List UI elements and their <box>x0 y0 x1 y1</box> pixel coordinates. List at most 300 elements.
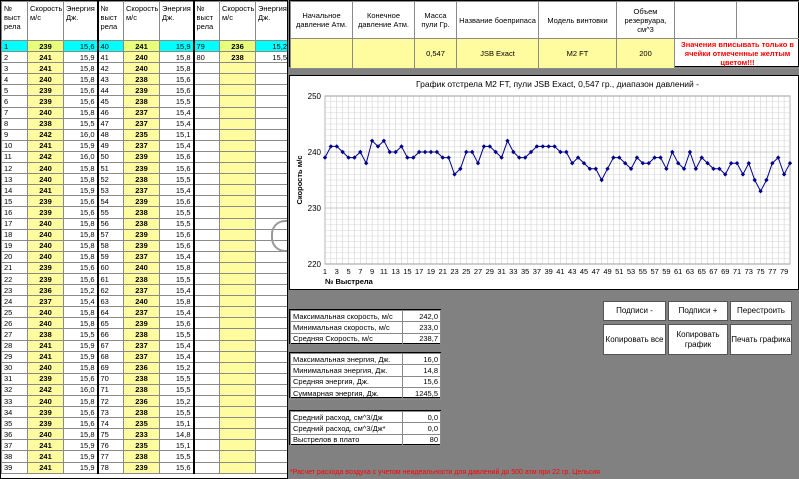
energy-cell <box>256 74 289 85</box>
velocity-input-cell[interactable]: 238 <box>124 407 160 418</box>
energy-cell: 15,9 <box>64 52 98 63</box>
shots-col-header: № выст рела <box>2 2 28 41</box>
energy-cell: 15,8 <box>64 396 98 407</box>
parameter-header: Начальное давление Атм. <box>291 2 353 39</box>
energy-cell <box>256 129 289 140</box>
energy-cell: 15,5 <box>160 273 194 284</box>
labels-minus-button[interactable]: Подписи - <box>603 301 666 321</box>
y-tick-label: 250 <box>307 92 321 101</box>
parameters-header-row <box>291 2 799 39</box>
x-tick-label: 41 <box>556 267 565 276</box>
shot-number-cell: 69 <box>98 362 124 373</box>
velocity-input-cell[interactable] <box>220 307 256 318</box>
velocity-input-cell[interactable] <box>220 140 256 151</box>
velocity-input-cell[interactable]: 241 <box>28 440 64 451</box>
chart-title: График отстрела M2 FT, пули JSB Exact, 0,547 гр., диапазон давлений - <box>416 79 699 89</box>
velocity-input-cell[interactable] <box>220 384 256 395</box>
pellet-mass-field[interactable]: 0,547 <box>415 39 457 69</box>
shot-row <box>2 140 289 151</box>
shot-number-cell <box>194 96 220 107</box>
energy-stats <box>289 352 441 398</box>
velocity-input-cell[interactable] <box>220 229 256 240</box>
x-tick-label: 29 <box>485 267 494 276</box>
velocity-input-cell[interactable]: 241 <box>28 140 64 151</box>
velocity-input-cell[interactable] <box>220 129 256 140</box>
velocity-input-cell[interactable]: 238 <box>124 384 160 395</box>
velocity-input-cell[interactable] <box>220 296 256 307</box>
rifle-model-field[interactable]: M2 FT <box>539 39 617 69</box>
velocity-input-cell[interactable] <box>220 451 256 462</box>
velocity-input-cell[interactable]: 241 <box>28 52 64 63</box>
energy-cell <box>256 351 289 362</box>
velocity-input-cell[interactable] <box>220 107 256 118</box>
energy-cell: 15,8 <box>160 262 194 273</box>
shot-number-cell: 3 <box>2 63 28 74</box>
shot-number-cell: 8 <box>2 118 28 129</box>
velocity-input-cell[interactable] <box>220 174 256 185</box>
velocity-input-cell[interactable]: 238 <box>124 174 160 185</box>
parameter-header: Модель винтовки <box>539 2 617 39</box>
energy-cell <box>256 440 289 451</box>
shot-number-cell: 45 <box>98 96 124 107</box>
velocity-input-cell[interactable]: 238 <box>124 207 160 218</box>
energy-cell <box>256 384 289 395</box>
energy-cell <box>256 63 289 74</box>
velocity-input-cell[interactable]: 239 <box>124 318 160 329</box>
shot-number-cell <box>194 462 220 473</box>
energy-cell <box>256 96 289 107</box>
velocity-input-cell[interactable]: 242 <box>28 151 64 162</box>
shot-number-cell: 55 <box>98 207 124 218</box>
velocity-input-cell[interactable]: 239 <box>28 373 64 384</box>
velocity-input-cell[interactable]: 239 <box>28 196 64 207</box>
energy-cell <box>256 373 289 384</box>
velocity-input-cell[interactable] <box>220 118 256 129</box>
energy-cell: 15,6 <box>160 74 194 85</box>
shot-row <box>2 429 289 440</box>
velocity-input-cell[interactable]: 239 <box>28 41 64 52</box>
x-tick-label: 53 <box>626 267 636 276</box>
velocity-input-cell[interactable] <box>220 285 256 296</box>
shot-number-cell: 24 <box>2 296 28 307</box>
velocity-input-cell[interactable]: 237 <box>124 118 160 129</box>
energy-cell: 15,5 <box>64 118 98 129</box>
velocity-input-cell[interactable]: 240 <box>124 296 160 307</box>
x-tick-label: 57 <box>650 267 659 276</box>
x-tick-label: 49 <box>603 267 612 276</box>
shot-number-cell: 80 <box>194 52 220 63</box>
velocity-input-cell[interactable]: 237 <box>124 351 160 362</box>
velocity-input-cell[interactable]: 237 <box>124 140 160 151</box>
shot-row <box>2 96 289 107</box>
shot-number-cell: 25 <box>2 307 28 318</box>
shot-number-cell: 71 <box>98 384 124 395</box>
ammo-name-field[interactable]: JSB Exact <box>457 39 539 69</box>
velocity-input-cell[interactable] <box>220 163 256 174</box>
energy-cell <box>256 196 289 207</box>
velocity-input-cell[interactable]: 240 <box>28 429 64 440</box>
shot-number-cell <box>194 285 220 296</box>
energy-cell: 15,5 <box>160 384 194 395</box>
energy-cell: 15,9 <box>64 140 98 151</box>
x-tick-label: 51 <box>615 267 624 276</box>
energy-cell <box>256 340 289 351</box>
velocity-input-cell[interactable]: 241 <box>28 185 64 196</box>
energy-cell <box>256 429 289 440</box>
shot-number-cell: 34 <box>2 407 28 418</box>
shot-row <box>2 462 289 473</box>
shot-number-cell: 60 <box>98 262 124 273</box>
velocity-input-cell[interactable]: 239 <box>28 407 64 418</box>
shot-number-cell <box>194 229 220 240</box>
velocity-input-cell[interactable] <box>220 373 256 384</box>
parameters-table <box>290 1 799 69</box>
copy-chart-button[interactable]: Копировать график <box>668 324 728 355</box>
energy-cell: 15,5 <box>160 207 194 218</box>
shot-number-cell <box>194 451 220 462</box>
energy-cell: 15,6 <box>160 240 194 251</box>
rebuild-button[interactable]: Перестроить <box>730 301 792 321</box>
energy-cell: 16,0 <box>64 151 98 162</box>
velocity-input-cell[interactable]: 235 <box>124 440 160 451</box>
velocity-input-cell[interactable]: 240 <box>28 251 64 262</box>
energy-cell: 14,8 <box>160 429 194 440</box>
shot-number-cell: 5 <box>2 85 28 96</box>
stat-label: Суммарная энергия, Дж. <box>291 388 403 399</box>
print-chart-button[interactable]: Печать графика <box>730 324 792 355</box>
y-axis-label: Скорость м/с <box>295 155 304 205</box>
x-tick-label: 63 <box>685 267 695 276</box>
velocity-input-cell[interactable] <box>220 418 256 429</box>
velocity-input-cell[interactable]: 240 <box>124 52 160 63</box>
velocity-input-cell[interactable]: 238 <box>124 273 160 284</box>
velocity-input-cell[interactable]: 236 <box>220 41 256 52</box>
energy-cell: 15,6 <box>64 273 98 284</box>
shots-col-header: № выст рела <box>98 2 124 41</box>
velocity-input-cell[interactable]: 240 <box>28 240 64 251</box>
velocity-input-cell[interactable] <box>220 396 256 407</box>
shot-number-cell: 65 <box>98 318 124 329</box>
velocity-input-cell[interactable] <box>220 218 256 229</box>
energy-cell: 15,4 <box>160 285 194 296</box>
velocity-input-cell[interactable]: 239 <box>28 85 64 96</box>
energy-cell <box>256 396 289 407</box>
energy-cell: 15,2 <box>256 41 289 52</box>
energy-cell: 15,8 <box>64 240 98 251</box>
velocity-chart[interactable] <box>289 75 799 290</box>
velocity-input-cell[interactable]: 240 <box>28 163 64 174</box>
velocity-input-cell[interactable]: 240 <box>28 218 64 229</box>
velocity-input-cell[interactable]: 238 <box>124 373 160 384</box>
velocity-input-cell[interactable] <box>220 207 256 218</box>
velocity-input-cell[interactable]: 239 <box>124 85 160 96</box>
velocity-input-cell[interactable] <box>220 74 256 85</box>
velocity-input-cell[interactable]: 237 <box>124 307 160 318</box>
shots-col-header: Энергия Дж. <box>256 2 289 41</box>
shot-number-cell: 13 <box>2 174 28 185</box>
x-tick-label: 61 <box>673 267 683 276</box>
shot-number-cell: 33 <box>2 396 28 407</box>
stat-value: 238,7 <box>403 333 441 344</box>
velocity-input-cell[interactable]: 237 <box>124 285 160 296</box>
x-tick-label: 79 <box>779 267 789 276</box>
shot-row <box>2 296 289 307</box>
tank-volume-field[interactable]: 200 <box>617 39 675 69</box>
stat-row <box>291 388 441 399</box>
velocity-input-cell[interactable]: 239 <box>124 229 160 240</box>
shot-row <box>2 318 289 329</box>
x-axis-label: № Выстрела <box>325 277 373 286</box>
velocity-input-cell[interactable]: 239 <box>124 462 160 473</box>
stat-value: 242,0 <box>403 311 441 322</box>
stat-label: Выстрелов в плато <box>291 434 403 445</box>
shot-number-cell: 64 <box>98 307 124 318</box>
x-tick-label: 65 <box>697 267 706 276</box>
velocity-input-cell[interactable]: 239 <box>28 418 64 429</box>
shot-number-cell: 22 <box>2 273 28 284</box>
velocity-input-cell[interactable]: 241 <box>28 63 64 74</box>
energy-cell: 15,9 <box>64 340 98 351</box>
shot-number-cell: 66 <box>98 329 124 340</box>
shot-row <box>2 384 289 395</box>
shot-number-cell <box>194 85 220 96</box>
energy-cell: 16,0 <box>64 384 98 395</box>
velocity-input-cell[interactable]: 240 <box>28 307 64 318</box>
energy-cell: 16,0 <box>64 129 98 140</box>
y-tick-label: 230 <box>307 204 321 213</box>
velocity-input-cell[interactable] <box>220 251 256 262</box>
start-pressure-field[interactable] <box>291 39 353 69</box>
shot-number-cell: 57 <box>98 229 124 240</box>
stat-value: 0,0 <box>403 423 441 434</box>
velocity-input-cell[interactable]: 241 <box>28 351 64 362</box>
velocity-input-cell[interactable]: 236 <box>28 285 64 296</box>
shot-row <box>2 340 289 351</box>
energy-cell: 15,8 <box>160 296 194 307</box>
shot-number-cell: 50 <box>98 151 124 162</box>
shot-number-cell: 10 <box>2 140 28 151</box>
velocity-input-cell[interactable]: 242 <box>28 384 64 395</box>
velocity-input-cell[interactable]: 239 <box>28 96 64 107</box>
velocity-input-cell[interactable]: 239 <box>28 273 64 284</box>
energy-cell: 15,1 <box>160 418 194 429</box>
shot-number-cell <box>194 296 220 307</box>
shot-number-cell <box>194 74 220 85</box>
shot-number-cell: 78 <box>98 462 124 473</box>
velocity-input-cell[interactable]: 241 <box>124 41 160 52</box>
shot-number-cell: 61 <box>98 273 124 284</box>
stat-label: Максимальная энергия, Дж. <box>291 354 403 365</box>
velocity-input-cell[interactable]: 237 <box>124 107 160 118</box>
shot-number-cell <box>194 373 220 384</box>
velocity-input-cell[interactable]: 241 <box>28 340 64 351</box>
velocity-input-cell[interactable]: 237 <box>28 296 64 307</box>
shot-number-cell: 62 <box>98 285 124 296</box>
velocity-input-cell[interactable] <box>220 407 256 418</box>
velocity-input-cell[interactable]: 240 <box>28 396 64 407</box>
stat-value: 80 <box>403 434 441 445</box>
velocity-input-cell[interactable] <box>220 440 256 451</box>
shot-number-cell: 12 <box>2 163 28 174</box>
energy-cell: 15,4 <box>160 107 194 118</box>
velocity-input-cell[interactable] <box>220 340 256 351</box>
x-tick-label: 19 <box>426 267 436 276</box>
energy-cell <box>256 185 289 196</box>
velocity-input-cell[interactable] <box>220 429 256 440</box>
velocity-input-cell[interactable]: 238 <box>28 329 64 340</box>
energy-cell: 15,6 <box>64 407 98 418</box>
velocity-input-cell[interactable] <box>220 151 256 162</box>
velocity-input-cell[interactable]: 235 <box>124 129 160 140</box>
velocity-input-cell[interactable]: 241 <box>28 462 64 473</box>
velocity-input-cell[interactable]: 233 <box>124 429 160 440</box>
shot-row <box>2 273 289 284</box>
velocity-input-cell[interactable]: 239 <box>28 262 64 273</box>
energy-cell <box>256 307 289 318</box>
shot-number-cell <box>194 118 220 129</box>
velocity-input-cell[interactable]: 240 <box>124 262 160 273</box>
energy-cell <box>256 329 289 340</box>
velocity-input-cell[interactable]: 238 <box>28 118 64 129</box>
x-tick-label: 71 <box>732 267 742 276</box>
energy-cell <box>256 207 289 218</box>
shot-number-cell <box>194 318 220 329</box>
shot-number-cell: 73 <box>98 407 124 418</box>
energy-cell <box>256 285 289 296</box>
x-tick-label: 9 <box>370 267 375 276</box>
shot-number-cell: 32 <box>2 384 28 395</box>
velocity-input-cell[interactable]: 240 <box>28 74 64 85</box>
velocity-input-cell[interactable]: 238 <box>124 218 160 229</box>
energy-cell: 15,9 <box>160 41 194 52</box>
velocity-input-cell[interactable] <box>220 196 256 207</box>
velocity-input-cell[interactable] <box>220 185 256 196</box>
stat-row <box>291 354 441 365</box>
energy-cell: 15,9 <box>64 462 98 473</box>
shot-row <box>2 218 289 229</box>
energy-cell: 15,5 <box>256 52 289 63</box>
energy-cell: 15,2 <box>160 396 194 407</box>
energy-cell: 15,8 <box>64 74 98 85</box>
shot-number-cell <box>194 440 220 451</box>
velocity-input-cell[interactable]: 240 <box>28 174 64 185</box>
velocity-input-cell[interactable]: 239 <box>28 207 64 218</box>
x-tick-label: 55 <box>638 267 648 276</box>
shot-number-cell: 47 <box>98 118 124 129</box>
shot-row <box>2 440 289 451</box>
y-tick-label: 240 <box>307 148 321 157</box>
velocity-input-cell[interactable]: 238 <box>220 52 256 63</box>
velocity-input-cell[interactable]: 239 <box>124 151 160 162</box>
shot-number-cell: 21 <box>2 262 28 273</box>
shot-row <box>2 185 289 196</box>
shot-row <box>2 118 289 129</box>
shot-number-cell <box>194 218 220 229</box>
energy-cell: 15,4 <box>160 118 194 129</box>
velocity-input-cell[interactable]: 240 <box>124 63 160 74</box>
velocity-input-cell[interactable]: 238 <box>124 74 160 85</box>
velocity-input-cell[interactable] <box>220 63 256 74</box>
end-pressure-field[interactable] <box>353 39 415 69</box>
shot-number-cell: 46 <box>98 107 124 118</box>
shot-number-cell: 40 <box>98 41 124 52</box>
velocity-input-cell[interactable]: 240 <box>28 229 64 240</box>
shot-number-cell: 17 <box>2 218 28 229</box>
velocity-input-cell[interactable] <box>220 262 256 273</box>
velocity-input-cell[interactable]: 242 <box>28 129 64 140</box>
energy-cell: 15,5 <box>160 407 194 418</box>
velocity-input-cell[interactable] <box>220 273 256 284</box>
velocity-input-cell[interactable]: 238 <box>124 329 160 340</box>
labels-plus-button[interactable]: Подписи + <box>668 301 728 321</box>
shot-number-cell: 70 <box>98 373 124 384</box>
velocity-input-cell[interactable]: 240 <box>28 318 64 329</box>
velocity-input-cell[interactable]: 238 <box>124 451 160 462</box>
energy-cell <box>256 107 289 118</box>
energy-cell: 15,8 <box>160 52 194 63</box>
energy-cell: 15,5 <box>64 329 98 340</box>
shot-number-cell: 7 <box>2 107 28 118</box>
shot-number-cell: 63 <box>98 296 124 307</box>
y-tick-label: 220 <box>307 260 321 269</box>
velocity-input-cell[interactable] <box>220 462 256 473</box>
shot-row <box>2 52 289 63</box>
velocity-input-cell[interactable] <box>220 318 256 329</box>
velocity-input-cell[interactable] <box>220 362 256 373</box>
velocity-input-cell[interactable]: 239 <box>124 196 160 207</box>
shot-number-cell: 23 <box>2 285 28 296</box>
velocity-input-cell[interactable]: 239 <box>124 163 160 174</box>
velocity-input-cell[interactable]: 237 <box>124 185 160 196</box>
velocity-input-cell[interactable]: 241 <box>28 451 64 462</box>
energy-cell: 15,4 <box>64 296 98 307</box>
velocity-input-cell[interactable]: 235 <box>124 418 160 429</box>
velocity-input-cell[interactable]: 237 <box>124 340 160 351</box>
shot-number-cell <box>194 151 220 162</box>
velocity-input-cell[interactable]: 238 <box>124 96 160 107</box>
energy-cell: 15,6 <box>64 96 98 107</box>
energy-cell: 15,6 <box>160 163 194 174</box>
velocity-chart-svg <box>290 76 798 289</box>
velocity-input-cell[interactable]: 239 <box>124 240 160 251</box>
shot-row <box>2 174 289 185</box>
velocity-input-cell[interactable]: 237 <box>124 251 160 262</box>
copy-all-button[interactable]: Копировать все <box>603 324 666 355</box>
velocity-input-cell[interactable] <box>220 96 256 107</box>
stat-value: 1245,5 <box>403 388 441 399</box>
energy-cell: 15,5 <box>160 218 194 229</box>
energy-cell: 15,4 <box>160 351 194 362</box>
velocity-input-cell[interactable]: 236 <box>124 362 160 373</box>
stat-row <box>291 423 441 434</box>
stat-row <box>291 333 441 344</box>
shot-number-cell <box>194 207 220 218</box>
velocity-input-cell[interactable] <box>220 85 256 96</box>
velocity-input-cell[interactable] <box>220 351 256 362</box>
velocity-input-cell[interactable]: 236 <box>124 396 160 407</box>
velocity-input-cell[interactable]: 240 <box>28 107 64 118</box>
velocity-input-cell[interactable]: 240 <box>28 362 64 373</box>
energy-cell <box>256 462 289 473</box>
energy-cell: 15,8 <box>64 63 98 74</box>
energy-cell <box>256 140 289 151</box>
x-tick-label: 3 <box>334 267 339 276</box>
energy-cell: 15,4 <box>160 140 194 151</box>
velocity-input-cell[interactable] <box>220 240 256 251</box>
stat-label: Средний расход, см^3/Дж* <box>291 423 403 434</box>
velocity-input-cell[interactable] <box>220 329 256 340</box>
stat-label: Максимальная скорость, м/с <box>291 311 403 322</box>
